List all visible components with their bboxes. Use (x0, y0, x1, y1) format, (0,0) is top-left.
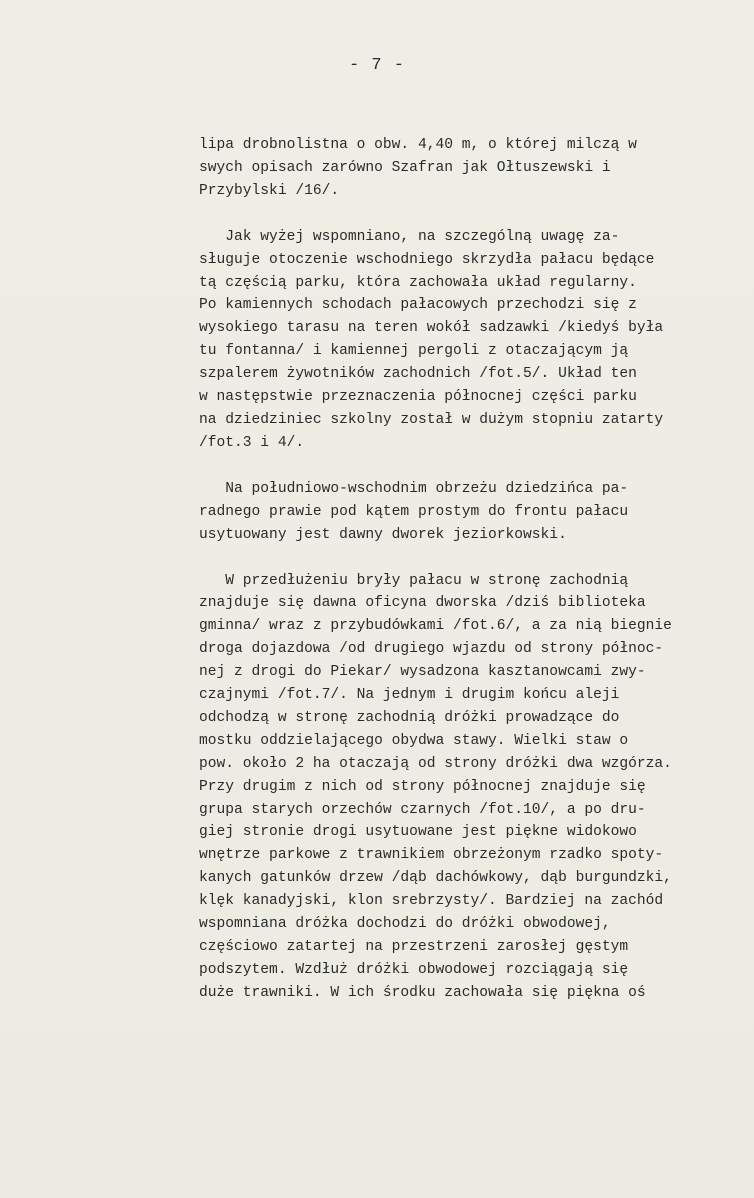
text-line: podszytem. Wzdłuż dróżki obwodowej rozciągają się (199, 961, 629, 978)
text-line: gminna/ wraz z przybudówkami /fot.6/, a za nią biegnie (199, 618, 672, 635)
text-line: W przedłużeniu bryły pałacu w stronę zachodnią (199, 572, 629, 589)
text-line: Jak wyżej wspomniano, na szczególną uwagę za- (199, 228, 620, 245)
paragraph-3 (199, 478, 754, 547)
text-line: duże trawniki. W ich środku zachowała się piękna oś (199, 984, 646, 1001)
text-line: w następstwie przeznaczenia północnej części parku (199, 389, 637, 406)
text-line: droga dojazdowa /od drugiego wjazdu od strony północ- (199, 641, 664, 658)
text-line: kanych gatunków drzew /dąb dachówkowy, dąb burgundzki, (199, 870, 672, 887)
text-line: nej z drogi do Piekar/ wysadzona kasztanowcami zwy- (199, 664, 646, 681)
paragraph-1 (199, 134, 754, 203)
text-line: lipa drobnolistna o obw. 4,40 m, o której milczą w (199, 137, 637, 153)
text-line: Przybylski /16/. (199, 182, 340, 199)
text-line: radnego prawie pod kątem prostym do frontu pałacu (199, 503, 629, 520)
text-line: Po kamiennych schodach pałacowych przechodzi się z (199, 297, 637, 314)
paragraph-gap (199, 203, 754, 226)
text-line: klęk kanadyjski, klon srebrzysty/. Bardziej na zachód (199, 893, 664, 910)
text-line: grupa starych orzechów czarnych /fot.10/, a po dru- (199, 801, 646, 818)
text-line: czajnymi /fot.7/. Na jednym i drugim końcu aleji (199, 687, 620, 704)
text-line: /fot.3 i 4/. (199, 434, 305, 451)
page-number: - 7 - (348, 56, 405, 75)
text-line: wnętrze parkowe z trawnikiem obrzeżonym rzadko spoty- (199, 847, 664, 864)
paragraph-gap (199, 455, 754, 478)
text-line: wspomniana dróżka dochodzi do dróżki obwodowej, (199, 916, 611, 933)
text-line: tu fontanna/ i kamiennej pergoli z otaczającym ją (199, 343, 629, 360)
text-line: wysokiego tarasu na teren wokół sadzawki /kiedyś była (199, 320, 664, 337)
body-text (199, 134, 754, 1005)
text-line: znajduje się dawna oficyna dworska /dziś biblioteka (199, 595, 646, 612)
text-line: swych opisach zarówno Szafran jak Ołtuszewski i (199, 159, 611, 176)
text-line: mostku oddzielającego obydwa stawy. Wielki staw o (199, 732, 629, 749)
text-line: na dziedziniec szkolny został w dużym stopniu zatarty (199, 411, 664, 428)
paragraph-4 (199, 570, 754, 1005)
text-line: sługuje otoczenie wschodniego skrzydła pałacu będące (199, 251, 655, 268)
text-line: szpalerem żywotników zachodnich /fot.5/. Układ ten (199, 366, 637, 383)
text-line: giej stronie drogi usytuowane jest piękne widokowo (199, 824, 637, 841)
text-line: częściowo zatartej na przestrzeni zarosłej gęstym (199, 939, 629, 955)
paragraph-gap (199, 547, 754, 570)
text-line: pow. około 2 ha otaczają od strony dróżki dwa wzgórza. (199, 755, 672, 772)
text-line: odchodzą w stronę zachodnią dróżki prowadzące do (199, 709, 620, 726)
paragraph-2 (199, 226, 754, 455)
text-line: tą częścią parku, która zachowała układ regularny. (199, 274, 637, 291)
text-line: Przy drugim z nich od strony północnej znajduje się (199, 778, 646, 795)
text-line: Na południowo-wschodnim obrzeżu dziedzińca pa- (199, 480, 629, 497)
text-line: usytuowany jest dawny dworek jeziorkowski. (199, 526, 567, 543)
